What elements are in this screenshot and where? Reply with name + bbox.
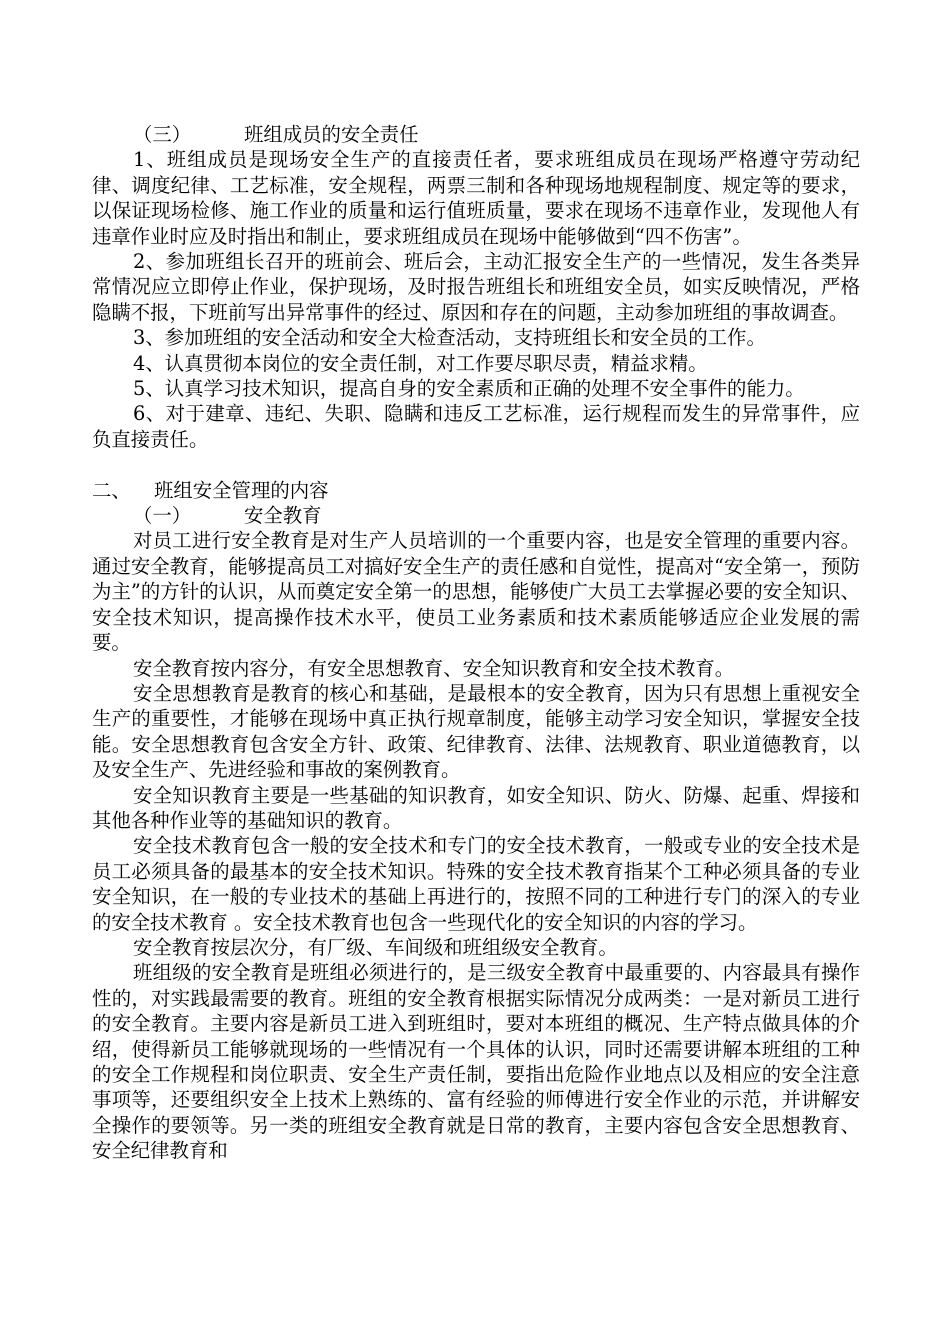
document-body — [92, 122, 860, 1164]
paragraph: 安全思想教育是教育的核心和基础，是最根本的安全教育，因为只有思想上重视安全生产的重要性，才能够在现场中真正执行规章制度，能够主动学习安全知识，掌握安全技能。安全思想教育包含安全方针、政策、纪律教育、法律、法规教育、职业道德教育，以及安全生产、先进经验和事故的案例教育。 — [92, 681, 860, 782]
section-one-title: 安全教育 — [244, 504, 322, 528]
paragraph: 安全知识教育主要是一些基础的知识教育，如安全知识、防火、防爆、起重、焊接和其他各种作业等的基础知识的教育。 — [92, 783, 860, 832]
section-three-heading — [92, 122, 860, 147]
paragraph: 班组级的安全教育是班组必须进行的，是三级安全教育中最重要的、内容最具有操作性的，对实践最需要的教育。班组的安全教育根据实际情况分成两类：一是对新员工进行的安全教育。主要内容是新员工进入到班组时，要对本班组的概况、生产特点做具体的介绍，使得新员工能够就现场的一些情况有一个具体的认识，同时还需要讲解本班组的工种的安全工作规程和岗位职责、安全生产责任制，要指出危险作业地点以及相应的安全注意事项等，还要组织安全上技术上熟练的、富有经验的师傅进行安全作业的示范，并讲解安全操作的要领等。另一类的班组安全教育就是日常的教育，主要内容包含安全思想教育、安全纪律教育和 — [92, 961, 860, 1163]
paragraph: 4、认真贯彻本岗位的安全责任制，对工作要尽职尽责，精益求精。 — [133, 351, 708, 375]
paragraph: 安全教育按内容分，有安全思想教育、安全知识教育和安全技术教育。 — [133, 656, 735, 680]
paragraph: 6、对于建章、违纪、失职、隐瞒和违反工艺标准，运行规程而发生的异常事件，应负直接责任。 — [92, 402, 860, 451]
paragraph: 3、参加班组的安全活动和安全大检查活动，支持班组长和安全员的工作。 — [133, 326, 766, 350]
section-three-number: （三） — [133, 123, 192, 146]
section-one-heading — [92, 503, 860, 528]
paragraph: 5、认真学习技术知识，提高自身的安全素质和正确的处理不安全事件的能力。 — [133, 377, 805, 401]
paragraph: 对员工进行安全教育是对生产人员培训的一个重要内容，也是安全管理的重要内容。通过安全教育，能够提高员工对搞好安全生产的责任感和自觉性，提高对“安全第一，预防为主”的方针的认识，从而奠定安全第一的思想，能够使广大员工去掌握必要的安全知识、安全技术知识，提高操作技术水平，使员工业务素质和技术素质能够适应企业发展的需要。 — [92, 529, 860, 655]
section-three-title: 班组成员的安全责任 — [244, 123, 419, 146]
part-two-number: 二、 — [92, 478, 131, 502]
paragraph: 安全技术教育包含一般的安全技术和专门的安全技术教育，一般或专业的安全技术是员工必须具备的最基本的安全技术知识。特殊的安全技术教育指某个工种必须具备的专业安全知识，在一般的专业技术的基础上再进行的，按照不同的工种进行专门的深入的专业的安全技术教育 。安全技术教育也包含一些现代化的安全知识的内容的学习。 — [92, 834, 860, 934]
part-two-title: 班组安全管理的内容 — [154, 478, 329, 502]
part-two-heading — [92, 478, 860, 503]
paragraph: 2、参加班组长召开的班前会、班后会，主动汇报安全生产的一些情况，发生各类异常情况应立即停止作业，保护现场，及时报告班组长和班组安全员，如实反映情况，严格隐瞒不报，下班前写出异常事件的经过、原因和存在的问题，主动参加班组的事故调查。 — [92, 250, 860, 324]
paragraph: 安全教育按层次分，有厂级、车间级和班组级安全教育。 — [133, 935, 618, 959]
blank-line — [92, 452, 860, 477]
paragraph: 1、班组成员是现场安全生产的直接责任者，要求班组成员在现场严格遵守劳动纪律、调度纪律、工艺标准，安全规程，两票三制和各种现场地规程制度、规定等的要求，以保证现场检修、施工作业的质量和运行值班质量，要求在现场不违章作业，发现他人有违章作业时应及时指出和制止，要求班组成员在现场中能够做到“四不伤害”。 — [92, 148, 860, 248]
section-one-number: （一） — [133, 504, 192, 528]
